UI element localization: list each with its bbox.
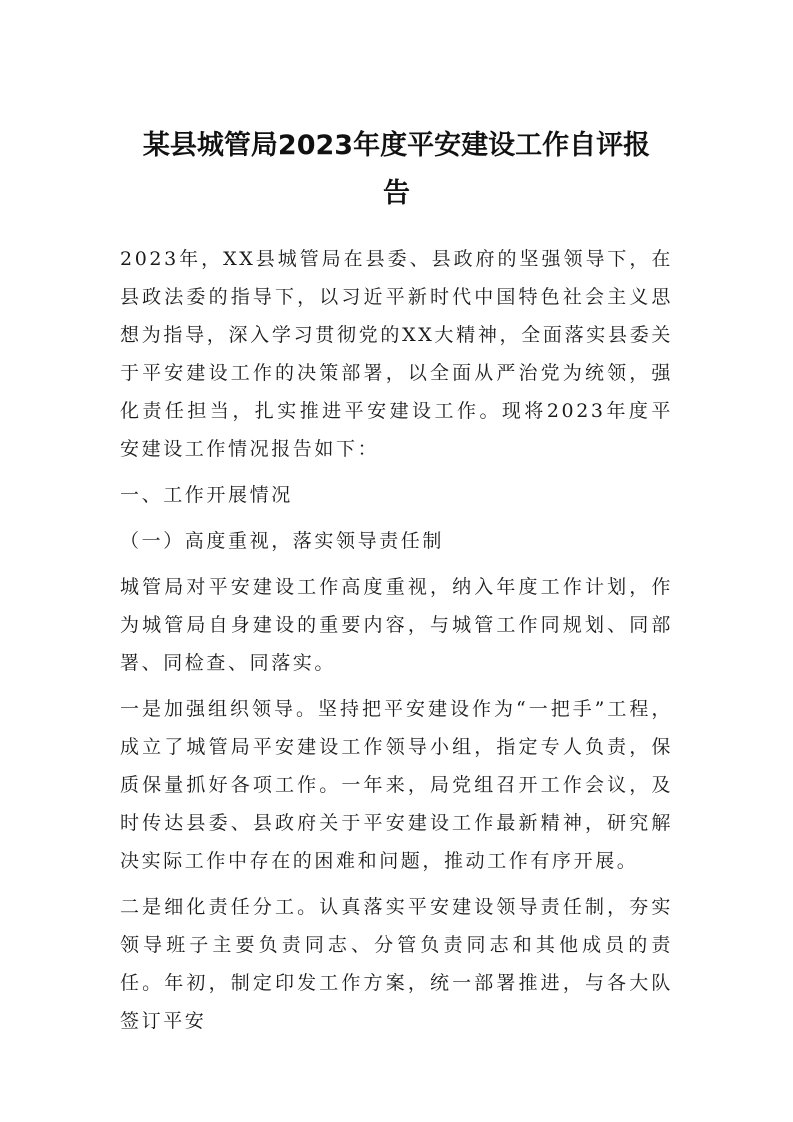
body-paragraph-2: 一是加强组织领导。坚持把平安建设作为“一把手”工程，成立了城管局平安建设工作领导小组，指定专人负责，保质保量抓好各项工作。一年来，局党组召开工作会议，及时传达县委、县政府关于平安建设工作最新精神，研究解决实际工作中存在的困难和问题，推动工作有序开展。 <box>120 698 673 872</box>
section-heading: 一、工作开展情况 <box>120 484 293 506</box>
intro-paragraph: 2023年，XX县城管局在县委、县政府的坚强领导下，在县政法委的指导下，以习近平新时代中国特色社会主义思想为指导，深入学习贯彻党的XX大精神，全面落实县委关于平安建设工作的决策部署，以全面从严治党为统领，强化责任担当，扎实推进平安建设工作。现将2023年度平安建设工作情况报告如下： <box>120 248 673 460</box>
subsection-heading: （一）高度重视，落实领导责任制 <box>120 530 445 552</box>
body-paragraph-1: 城管局对平安建设工作高度重视，纳入年度工作计划，作为城管局自身建设的重要内容，与城管工作同规划、同部署、同检查、同落实。 <box>120 576 673 674</box>
document-title-line-1: 某县城管局2023年度平安建设工作自评报 <box>142 130 651 161</box>
document-title-line-2: 告 <box>383 178 410 209</box>
body-paragraph-3: 二是细化责任分工。认真落实平安建设领导责任制，夯实领导班子主要负责同志、分管负责同志和其他成员的责任。年初，制定印发工作方案，统一部署推进，与各大队签订平安 <box>120 896 673 1032</box>
document-body <box>120 240 673 1040</box>
